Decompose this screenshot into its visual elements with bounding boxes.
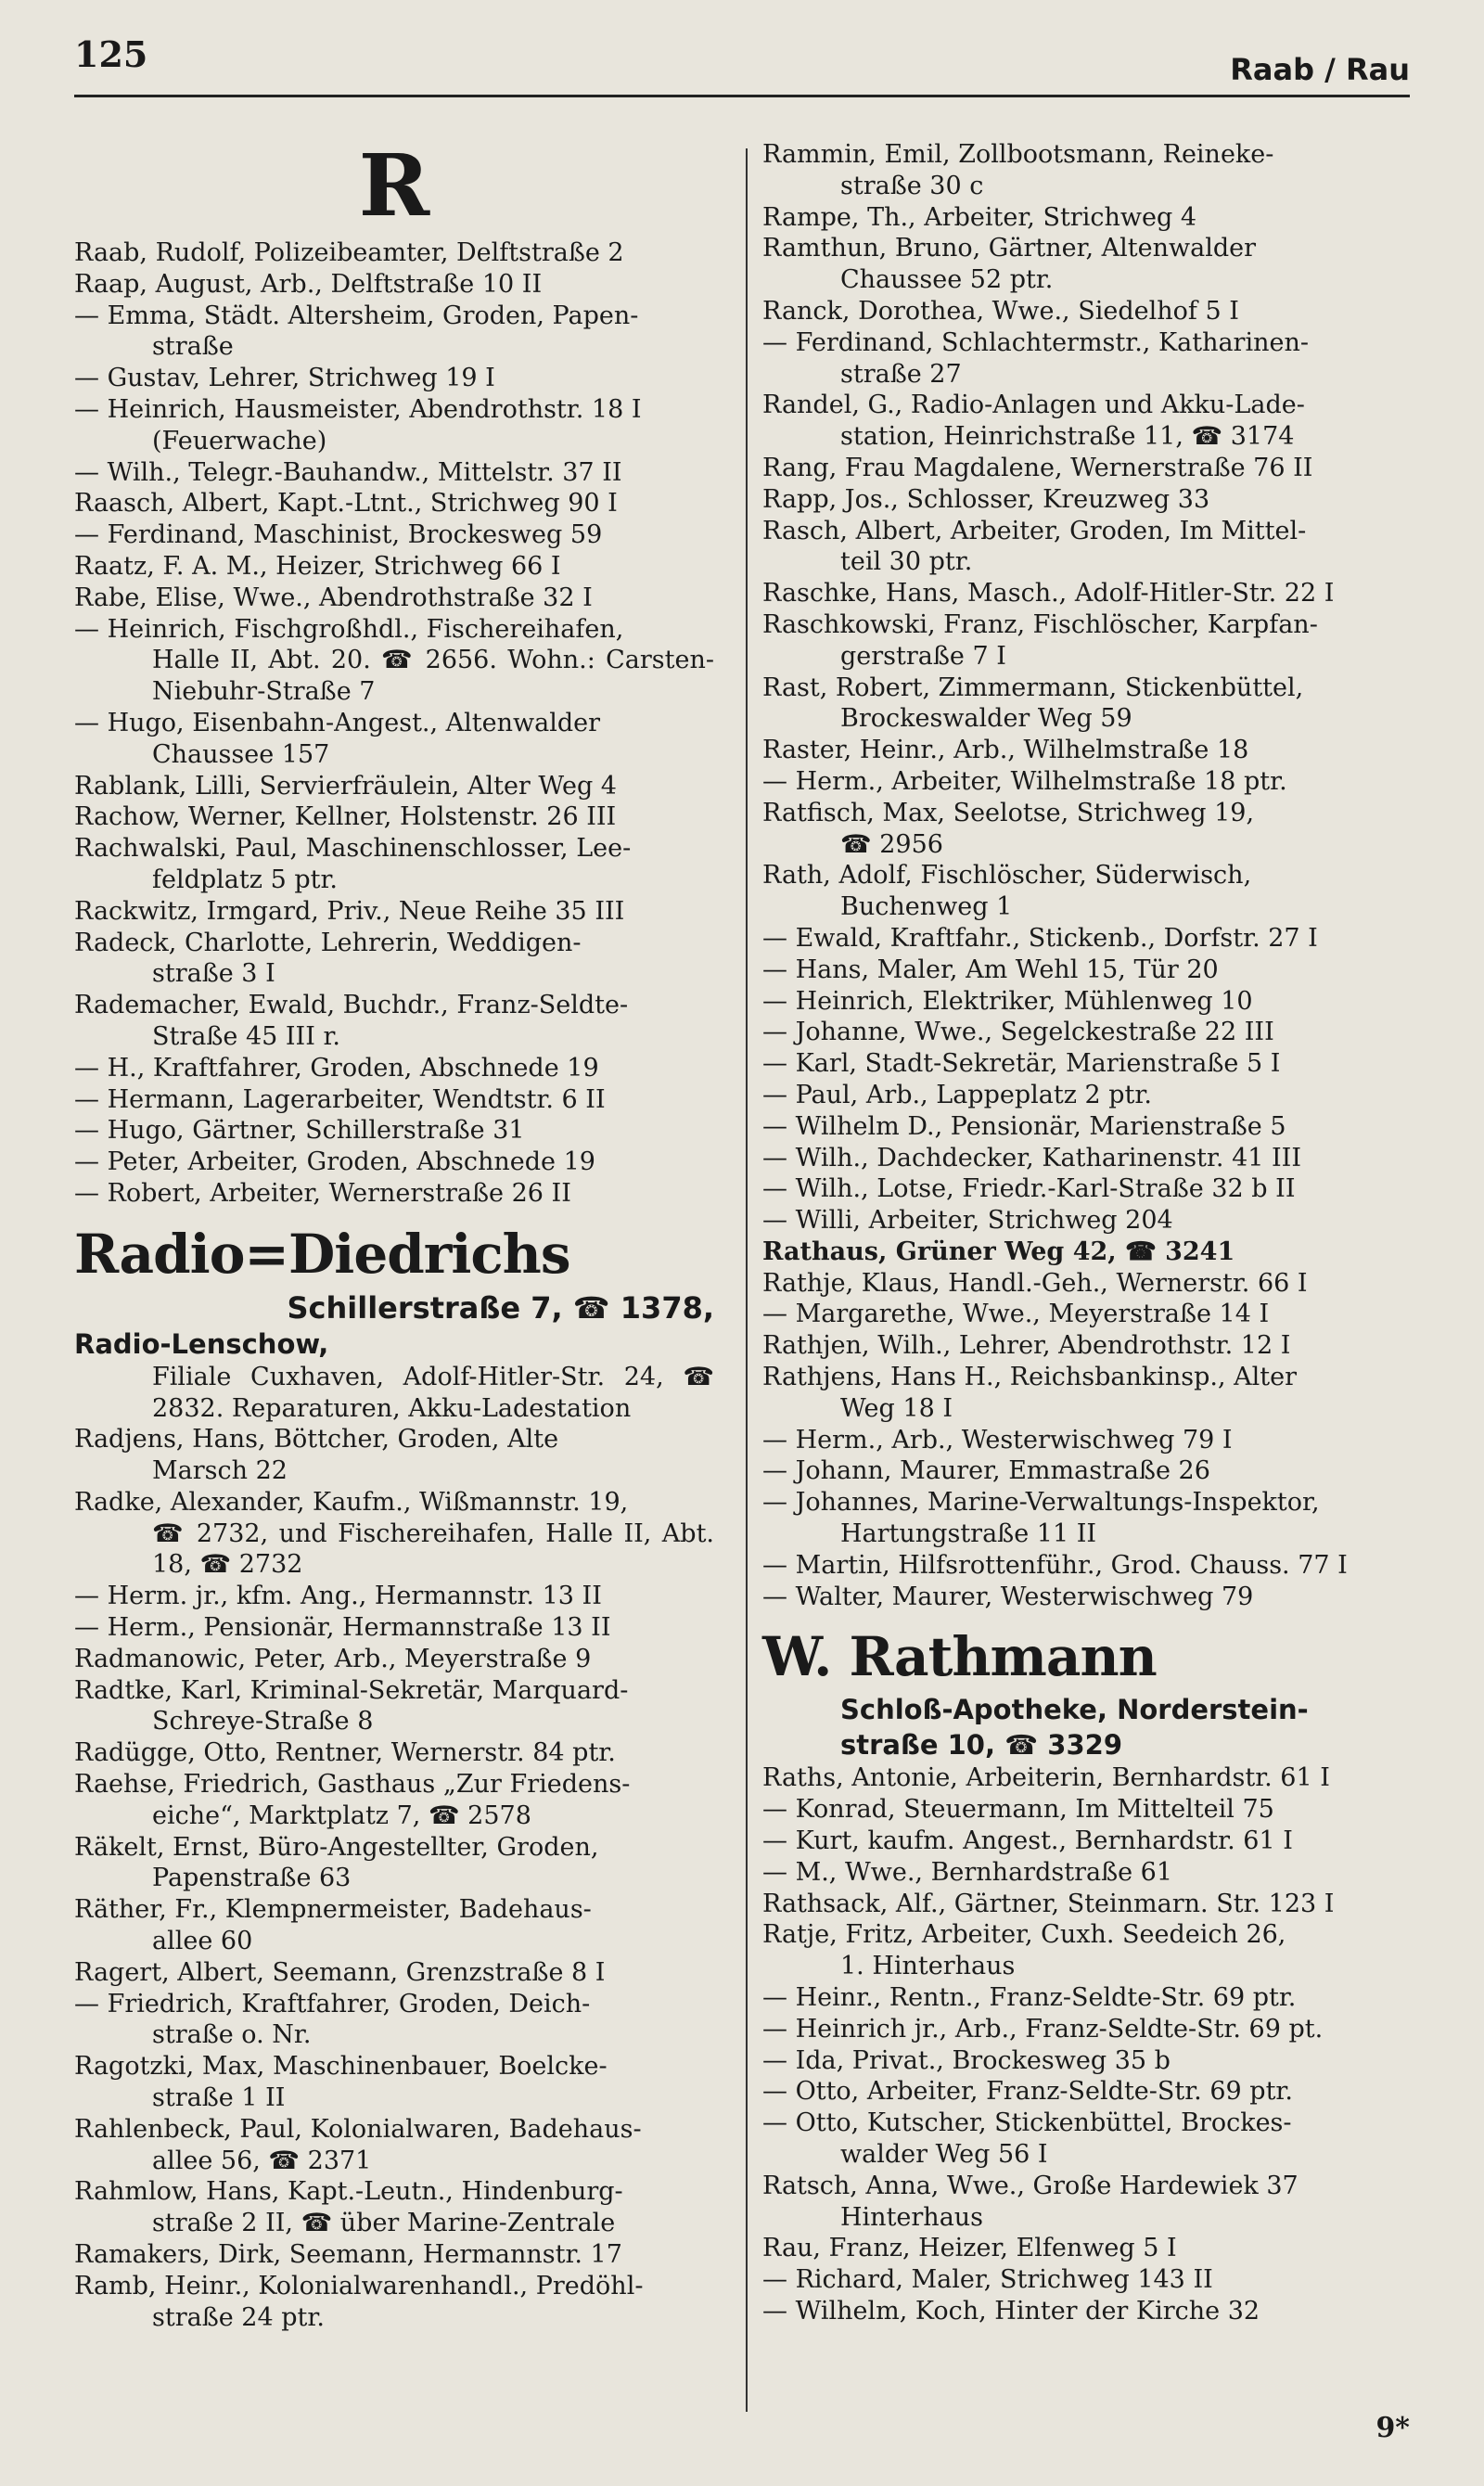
directory-entry (762, 1299, 1412, 1330)
directory-entry (762, 2014, 1412, 2045)
entry-first-line: Rachwalski, Paul, Maschinenschlosser, Lee- (74, 834, 632, 864)
entry-continuation: gerstraße 7 I (840, 641, 1006, 671)
directory-entry (74, 488, 714, 519)
directory-entry (762, 1455, 1412, 1487)
entry-first-line: Rahmlow, Hans, Kapt.-Leutn., Hindenburg- (74, 2177, 623, 2207)
directory-entry (762, 1048, 1412, 1080)
entry-first-line: Ranck, Dorothea, Wwe., Siedelhof 5 I (762, 296, 1239, 326)
entry-first-line: — Otto, Kutscher, Stickenbüttel, Brockes- (762, 2108, 1292, 2138)
entry-first-line: — Heinrich, Fischgroßhdl., Fischereihafen, (74, 614, 624, 644)
directory-entry (74, 1737, 714, 1769)
directory-entry (762, 484, 1412, 516)
directory-entry (74, 237, 714, 269)
directory-entry (762, 1111, 1412, 1143)
entry-first-line: Rathjens, Hans H., Reichsbankinsp., Alter (762, 1363, 1298, 1392)
entry-first-line: — Herm. jr., kfm. Ang., Hermannstr. 13 II (74, 1582, 602, 1611)
directory-entry (762, 1550, 1412, 1582)
entry-continuation: straße 30 c (840, 171, 984, 200)
entry-first-line: Ramb, Heinr., Kolonialwarenhandl., Predöhl- (74, 2271, 644, 2300)
entry-continuation: Straße 45 III r. (152, 1021, 340, 1051)
directory-entry (762, 1762, 1412, 1794)
entry-first-line: — Margarethe, Wwe., Meyerstraße 14 I (762, 1300, 1270, 1329)
entry-first-line: — Karl, Stadt-Sekretär, Marienstraße 5 I (762, 1049, 1281, 1079)
entry-continuation: eiche“, Marktplatz 7, ☎ 2578 (152, 1800, 531, 1830)
entry-continuation: station, Heinrichstraße 11, ☎ 3174 (840, 422, 1295, 452)
entry-first-line: — Martin, Hilfsrottenführ., Grod. Chauss. 77 I (762, 1550, 1348, 1580)
entry-first-line: — Wilh., Lotse, Friedr.-Karl-Straße 32 b II (762, 1174, 1296, 1204)
entry-list (762, 139, 1412, 1237)
directory-entry (762, 2076, 1412, 2108)
entry-first-line: — Hugo, Eisenbahn-Angest., Altenwalder (74, 708, 601, 737)
page-number: 125 (74, 33, 148, 75)
ad-radio-diedrichs-address: Schillerstraße 7, ☎ 1378, (287, 1289, 714, 1326)
directory-entry (74, 1084, 714, 1116)
directory-entry (74, 1487, 714, 1581)
entry-list (74, 237, 714, 1210)
directory-entry (762, 798, 1412, 861)
directory-entry (74, 1989, 714, 2052)
directory-entry (762, 986, 1412, 1018)
entry-first-line: — Peter, Arbeiter, Groden, Abschnede 19 (74, 1147, 595, 1177)
entry-continuation: Marsch 22 (152, 1456, 288, 1486)
entry-first-line: — Otto, Arbeiter, Franz-Seldte-Str. 69 ptr. (762, 2077, 1293, 2107)
entry-first-line: Rast, Robert, Zimmermann, Stickenbüttel, (762, 673, 1304, 702)
directory-entry (74, 896, 714, 928)
entry-first-line: — Friedrich, Kraftfahrer, Groden, Deich- (74, 1989, 591, 2018)
footer-mark: 9* (1375, 2412, 1410, 2444)
directory-entry (74, 1581, 714, 1612)
entry-first-line: — Heinrich, Hausmeister, Abendrothstr. 18 I (74, 394, 642, 424)
directory-entry (762, 2045, 1412, 2077)
entry-first-line: — Wilh., Dachdecker, Katharinenstr. 41 III (762, 1143, 1302, 1173)
directory-entry (762, 2171, 1412, 2234)
directory-entry (762, 923, 1412, 955)
entry-first-line: — Wilhelm, Koch, Hinter der Kirche 32 (762, 2297, 1260, 2326)
entry-first-line: Ratfisch, Max, Seelotse, Strichweg 19, (762, 798, 1255, 827)
entry-first-line: — Wilhelm D., Pensionär, Marienstraße 5 (762, 1111, 1286, 1141)
entry-first-line: — Herm., Pensionär, Hermannstraße 13 II (74, 1613, 611, 1643)
directory-entry (74, 614, 714, 708)
entry-first-line: — Ferdinand, Schlachtermstr., Katharinen- (762, 327, 1309, 357)
directory-entry (762, 1268, 1412, 1300)
entry-first-line: Raap, August, Arb., Delftstraße 10 II (74, 269, 543, 299)
entry-first-line: — Heinrich jr., Arb., Franz-Seldte-Str. 69 pt. (762, 2014, 1324, 2044)
directory-entry (762, 1889, 1412, 1920)
directory-entry (74, 1115, 714, 1147)
entry-first-line: Rathje, Klaus, Handl.-Geh., Wernerstr. 66 I (762, 1268, 1308, 1298)
entry-first-line: Ramakers, Dirk, Seemann, Hermannstr. 17 (74, 2240, 622, 2270)
ad-rathmann-line1: Schloß-Apotheke, Norderstein- (840, 1694, 1309, 1726)
directory-entry (74, 2176, 714, 2239)
entry-first-line: Ragotzki, Max, Maschinenbauer, Boelcke- (74, 2052, 608, 2082)
right-column (762, 139, 1412, 2327)
entry-continuation: allee 56, ☎ 2371 (152, 2146, 372, 2175)
directory-entry (74, 801, 714, 833)
entry-first-line: — Wilh., Telegr.-Bauhandw., Mittelstr. 37 II (74, 457, 622, 487)
entry-first-line: — Robert, Arbeiter, Wernerstraße 26 II (74, 1178, 571, 1208)
entry-first-line: Radjens, Hans, Böttcher, Groden, Alte (74, 1425, 559, 1454)
entry-first-line: Räther, Fr., Klempnermeister, Badehaus- (74, 1895, 592, 1925)
directory-entry (762, 139, 1412, 202)
entry-first-line: Rasch, Albert, Arbeiter, Groden, Im Mittel- (762, 516, 1307, 545)
entry-first-line: — Konrad, Steuermann, Im Mittelteil 75 (762, 1795, 1274, 1825)
entry-first-line: Rampe, Th., Arbeiter, Strichweg 4 (762, 202, 1196, 232)
directory-entry (762, 1017, 1412, 1048)
entry-continuation: Hartungstraße 11 II (840, 1519, 1097, 1549)
entry-first-line: — Hans, Maler, Am Wehl 15, Tür 20 (762, 955, 1219, 984)
directory-entry (74, 1675, 714, 1738)
directory-entry (762, 1425, 1412, 1456)
directory-entry (762, 578, 1412, 609)
rathaus-entry: Rathaus, Grüner Weg 42, ☎ 3241 (762, 1237, 1235, 1266)
entry-first-line: Raster, Heinr., Arb., Wilhelmstraße 18 (762, 736, 1249, 765)
left-column (74, 135, 714, 2333)
section-letter: R (358, 135, 430, 236)
directory-entry (74, 457, 714, 489)
entry-first-line: — Kurt, kaufm. Angest., Bernhardstr. 61 I (762, 1826, 1293, 1856)
entry-continuation: straße o. Nr. (152, 2020, 312, 2050)
entry-continuation: Chaussee 157 (152, 739, 330, 769)
entry-first-line: Rathjen, Wilh., Lehrer, Abendrothstr. 12 I (762, 1331, 1291, 1361)
entry-continuation: 1. Hinterhaus (840, 1952, 1016, 1981)
directory-entry (762, 2264, 1412, 2296)
entry-first-line: — Hugo, Gärtner, Schillerstraße 31 (74, 1116, 525, 1146)
entry-continuation: straße 3 I (152, 959, 275, 989)
directory-entry (762, 1794, 1412, 1826)
entry-first-line: — Emma, Städt. Altersheim, Groden, Papen- (74, 301, 639, 330)
ad-radio-diedrichs: Radio=Diedrichs (74, 1222, 570, 1286)
entry-first-line: Radmanowic, Peter, Arb., Meyerstraße 9 (74, 1644, 592, 1673)
directory-entry (74, 1832, 714, 1895)
entry-first-line: — Heinr., Rentn., Franz-Seldte-Str. 69 ptr. (762, 1983, 1297, 2013)
directory-entry (74, 990, 714, 1053)
directory-entry (762, 2108, 1412, 2171)
entry-continuation: Hinterhaus (840, 2202, 984, 2232)
entry-first-line: — Johanne, Wwe., Segelckestraße 22 III (762, 1018, 1274, 1047)
directory-entry (74, 519, 714, 551)
directory-entry (762, 860, 1412, 923)
directory-entry (762, 955, 1412, 986)
entry-first-line: — H., Kraftfahrer, Groden, Abschnede 19 (74, 1053, 599, 1083)
directory-entry (762, 1362, 1412, 1425)
directory-entry (762, 327, 1412, 391)
entry-first-line: Rackwitz, Irmgard, Priv., Neue Reihe 35 III (74, 896, 625, 926)
ad-radio-lenschow-text: Filiale Cuxhaven, Adolf-Hitler-Str. 24, ☎ 2832. Reparaturen, Akku-Ladestation (152, 1362, 714, 1423)
entry-continuation: (Feuerwache) (152, 426, 327, 455)
directory-entry (762, 1330, 1412, 1362)
entry-first-line: — Hermann, Lagerarbeiter, Wendtstr. 6 II (74, 1084, 606, 1114)
directory-entry (74, 833, 714, 896)
entry-first-line: Rachow, Werner, Kellner, Holstenstr. 26 III (74, 802, 617, 832)
directory-entry (74, 1957, 714, 1989)
entry-first-line: — Willi, Arbeiter, Strichweg 204 (762, 1206, 1173, 1236)
entry-first-line: Ramthun, Bruno, Gärtner, Altenwalder (762, 234, 1257, 263)
entry-first-line: Raths, Antonie, Arbeiterin, Bernhardstr. 61 I (762, 1763, 1330, 1793)
directory-entry (74, 771, 714, 802)
directory-entry (74, 394, 714, 457)
entry-first-line: Rath, Adolf, Fischlöscher, Süderwisch, (762, 861, 1252, 891)
entry-first-line: — Herm., Arbeiter, Wilhelmstraße 18 ptr. (762, 766, 1287, 796)
directory-entry (762, 1080, 1412, 1111)
entry-first-line: Rathsack, Alf., Gärtner, Steinmarn. Str. 123 I (762, 1889, 1335, 1918)
entry-continuation: Weg 18 I (840, 1393, 953, 1423)
entry-continuation: straße 2 II, ☎ über Marine-Zentrale (152, 2209, 616, 2238)
entry-first-line: Raschke, Hans, Masch., Adolf-Hitler-Str. 22 I (762, 579, 1335, 609)
entry-continuation: straße 27 (840, 359, 962, 389)
directory-entry (74, 1612, 714, 1644)
page-header (74, 33, 1410, 97)
entry-continuation: straße 24 ptr. (152, 2302, 325, 2332)
entry-continuation: Brockeswalder Weg 59 (840, 704, 1132, 734)
entry-first-line: Randel, G., Radio-Anlagen und Akku-Lade- (762, 391, 1305, 420)
entry-list (762, 1268, 1412, 1613)
entry-list (74, 1424, 714, 2333)
entry-first-line: Raasch, Albert, Kapt.-Ltnt., Strichweg 90 I (74, 489, 618, 519)
directory-entry (74, 1053, 714, 1084)
entry-continuation: ☎ 2956 (840, 829, 943, 859)
entry-first-line: Rammin, Emil, Zollbootsmann, Reineke- (762, 140, 1274, 169)
entry-first-line: Radtke, Karl, Kriminal-Sekretär, Marquard- (74, 1675, 629, 1705)
directory-entry (762, 609, 1412, 673)
directory-entry (74, 1644, 714, 1675)
entry-continuation: walder Weg 56 I (840, 2140, 1048, 2170)
directory-entry (74, 551, 714, 583)
directory-entry (762, 1173, 1412, 1205)
entry-continuation: Schreye-Straße 8 (152, 1707, 374, 1736)
entry-first-line: Rapp, Jos., Schlosser, Kreuzweg 33 (762, 484, 1210, 514)
entry-first-line: — Johann, Maurer, Emmastraße 26 (762, 1456, 1210, 1486)
directory-entry (74, 708, 714, 771)
entry-first-line: Raschkowski, Franz, Fischlöscher, Karpfan- (762, 609, 1318, 639)
entry-continuation: straße (152, 332, 234, 362)
directory-entry (762, 1919, 1412, 1982)
running-head: Raab / Rau (1230, 52, 1410, 87)
directory-entry (762, 2296, 1412, 2327)
directory-entry (74, 2239, 714, 2271)
entry-first-line: — Paul, Arb., Lappeplatz 2 ptr. (762, 1080, 1152, 1109)
directory-entry (762, 766, 1412, 798)
entry-first-line: — Heinrich, Elektriker, Mühlenweg 10 (762, 986, 1253, 1016)
directory-entry (762, 2233, 1412, 2264)
entry-first-line: Raehse, Friedrich, Gasthaus „Zur Friedens- (74, 1770, 631, 1800)
directory-entry (762, 1857, 1412, 1889)
entry-first-line: Räkelt, Ernst, Büro-Angestellter, Groden, (74, 1832, 599, 1862)
directory-entry (74, 2271, 714, 2334)
directory-entry (762, 1205, 1412, 1237)
entry-continuation: Papenstraße 63 (152, 1864, 352, 1893)
entry-first-line: — Walter, Maurer, Westerwischweg 79 (762, 1582, 1254, 1611)
entry-first-line: Rademacher, Ewald, Buchdr., Franz-Seldte- (74, 991, 629, 1020)
directory-entry (74, 928, 714, 991)
entry-first-line: Rang, Frau Magdalene, Wernerstraße 76 II (762, 453, 1313, 482)
entry-first-line: — Ida, Privat., Brockesweg 35 b (762, 2045, 1171, 2075)
entry-continuation: teil 30 ptr. (840, 547, 973, 577)
entry-first-line: Rabe, Elise, Wwe., Abendrothstraße 32 I (74, 583, 593, 612)
column-divider (746, 148, 748, 2412)
ad-radio-lenschow: Radio-Lenschow, (74, 1327, 329, 1360)
entry-first-line: — Herm., Arb., Westerwischweg 79 I (762, 1425, 1233, 1454)
entry-continuation: ☎ 2732, und Fischereihafen, Halle II, Abt. 18, ☎ 2732 (152, 1519, 714, 1580)
entry-list (762, 1762, 1412, 2326)
directory-entry (74, 1769, 714, 1832)
directory-entry (762, 1582, 1412, 1613)
entry-continuation: straße 1 II (152, 2083, 286, 2113)
entry-continuation: Halle II, Abt. 20. ☎ 2656. Wohn.: Carsten-Niebuhr-Straße 7 (152, 646, 714, 707)
directory-entry (74, 363, 714, 394)
entry-first-line: — Ferdinand, Maschinist, Brockesweg 59 (74, 520, 603, 550)
directory-entry (762, 1982, 1412, 2014)
directory-entry (74, 301, 714, 364)
directory-entry (74, 1424, 714, 1487)
entry-first-line: — Johannes, Marine-Verwaltungs-Inspektor, (762, 1488, 1320, 1518)
entry-continuation: Chaussee 52 ptr. (840, 265, 1054, 295)
directory-entry (74, 269, 714, 301)
entry-continuation: feldplatz 5 ptr. (152, 865, 338, 894)
entry-first-line: Radügge, Otto, Rentner, Wernerstr. 84 ptr. (74, 1738, 616, 1768)
directory-entry (762, 202, 1412, 234)
directory-entry (74, 1178, 714, 1210)
entry-first-line: Rahlenbeck, Paul, Kolonialwaren, Badehaus- (74, 2114, 642, 2144)
entry-first-line: — M., Wwe., Bernhardstraße 61 (762, 1857, 1173, 1887)
entry-first-line: Raab, Rudolf, Polizeibeamter, Delftstraße 2 (74, 238, 624, 267)
entry-first-line: — Ewald, Kraftfahr., Stickenb., Dorfstr. 27 I (762, 923, 1318, 953)
directory-entry (762, 233, 1412, 296)
directory-entry (762, 390, 1412, 453)
ad-rathmann: W. Rathmann (762, 1625, 1157, 1689)
entry-first-line: Ratsch, Anna, Wwe., Große Hardewiek 37 (762, 2171, 1298, 2200)
entry-first-line: Rau, Franz, Heizer, Elfenweg 5 I (762, 2234, 1177, 2263)
entry-first-line: — Gustav, Lehrer, Strichweg 19 I (74, 364, 495, 393)
ad-rathmann-line2: straße 10, ☎ 3329 (840, 1729, 1123, 1762)
directory-entry (762, 1826, 1412, 1857)
directory-entry (74, 2114, 714, 2177)
directory-entry (762, 1487, 1412, 1550)
entry-first-line: — Richard, Maler, Strichweg 143 II (762, 2265, 1213, 2295)
entry-continuation: allee 60 (152, 1927, 253, 1956)
entry-first-line: Ragert, Albert, Seemann, Grenzstraße 8 I (74, 1957, 606, 1987)
directory-entry (762, 453, 1412, 484)
entry-first-line: Radeck, Charlotte, Lehrerin, Weddigen- (74, 928, 582, 957)
entry-first-line: Raatz, F. A. M., Heizer, Strichweg 66 I (74, 551, 561, 581)
entry-continuation: Buchenweg 1 (840, 892, 1013, 922)
directory-entry (74, 583, 714, 614)
entry-first-line: Ratje, Fritz, Arbeiter, Cuxh. Seedeich 26, (762, 1920, 1286, 1950)
directory-entry (762, 516, 1412, 579)
directory-entry (762, 296, 1412, 327)
directory-entry (762, 1143, 1412, 1174)
entry-first-line: Rablank, Lilli, Servierfräulein, Alter Weg 4 (74, 771, 617, 801)
entry-first-line: Radke, Alexander, Kaufm., Wißmannstr. 19, (74, 1487, 629, 1517)
directory-entry (74, 2051, 714, 2114)
directory-entry (762, 735, 1412, 766)
directory-entry (74, 1147, 714, 1178)
directory-entry (74, 1894, 714, 1957)
directory-entry (762, 673, 1412, 736)
